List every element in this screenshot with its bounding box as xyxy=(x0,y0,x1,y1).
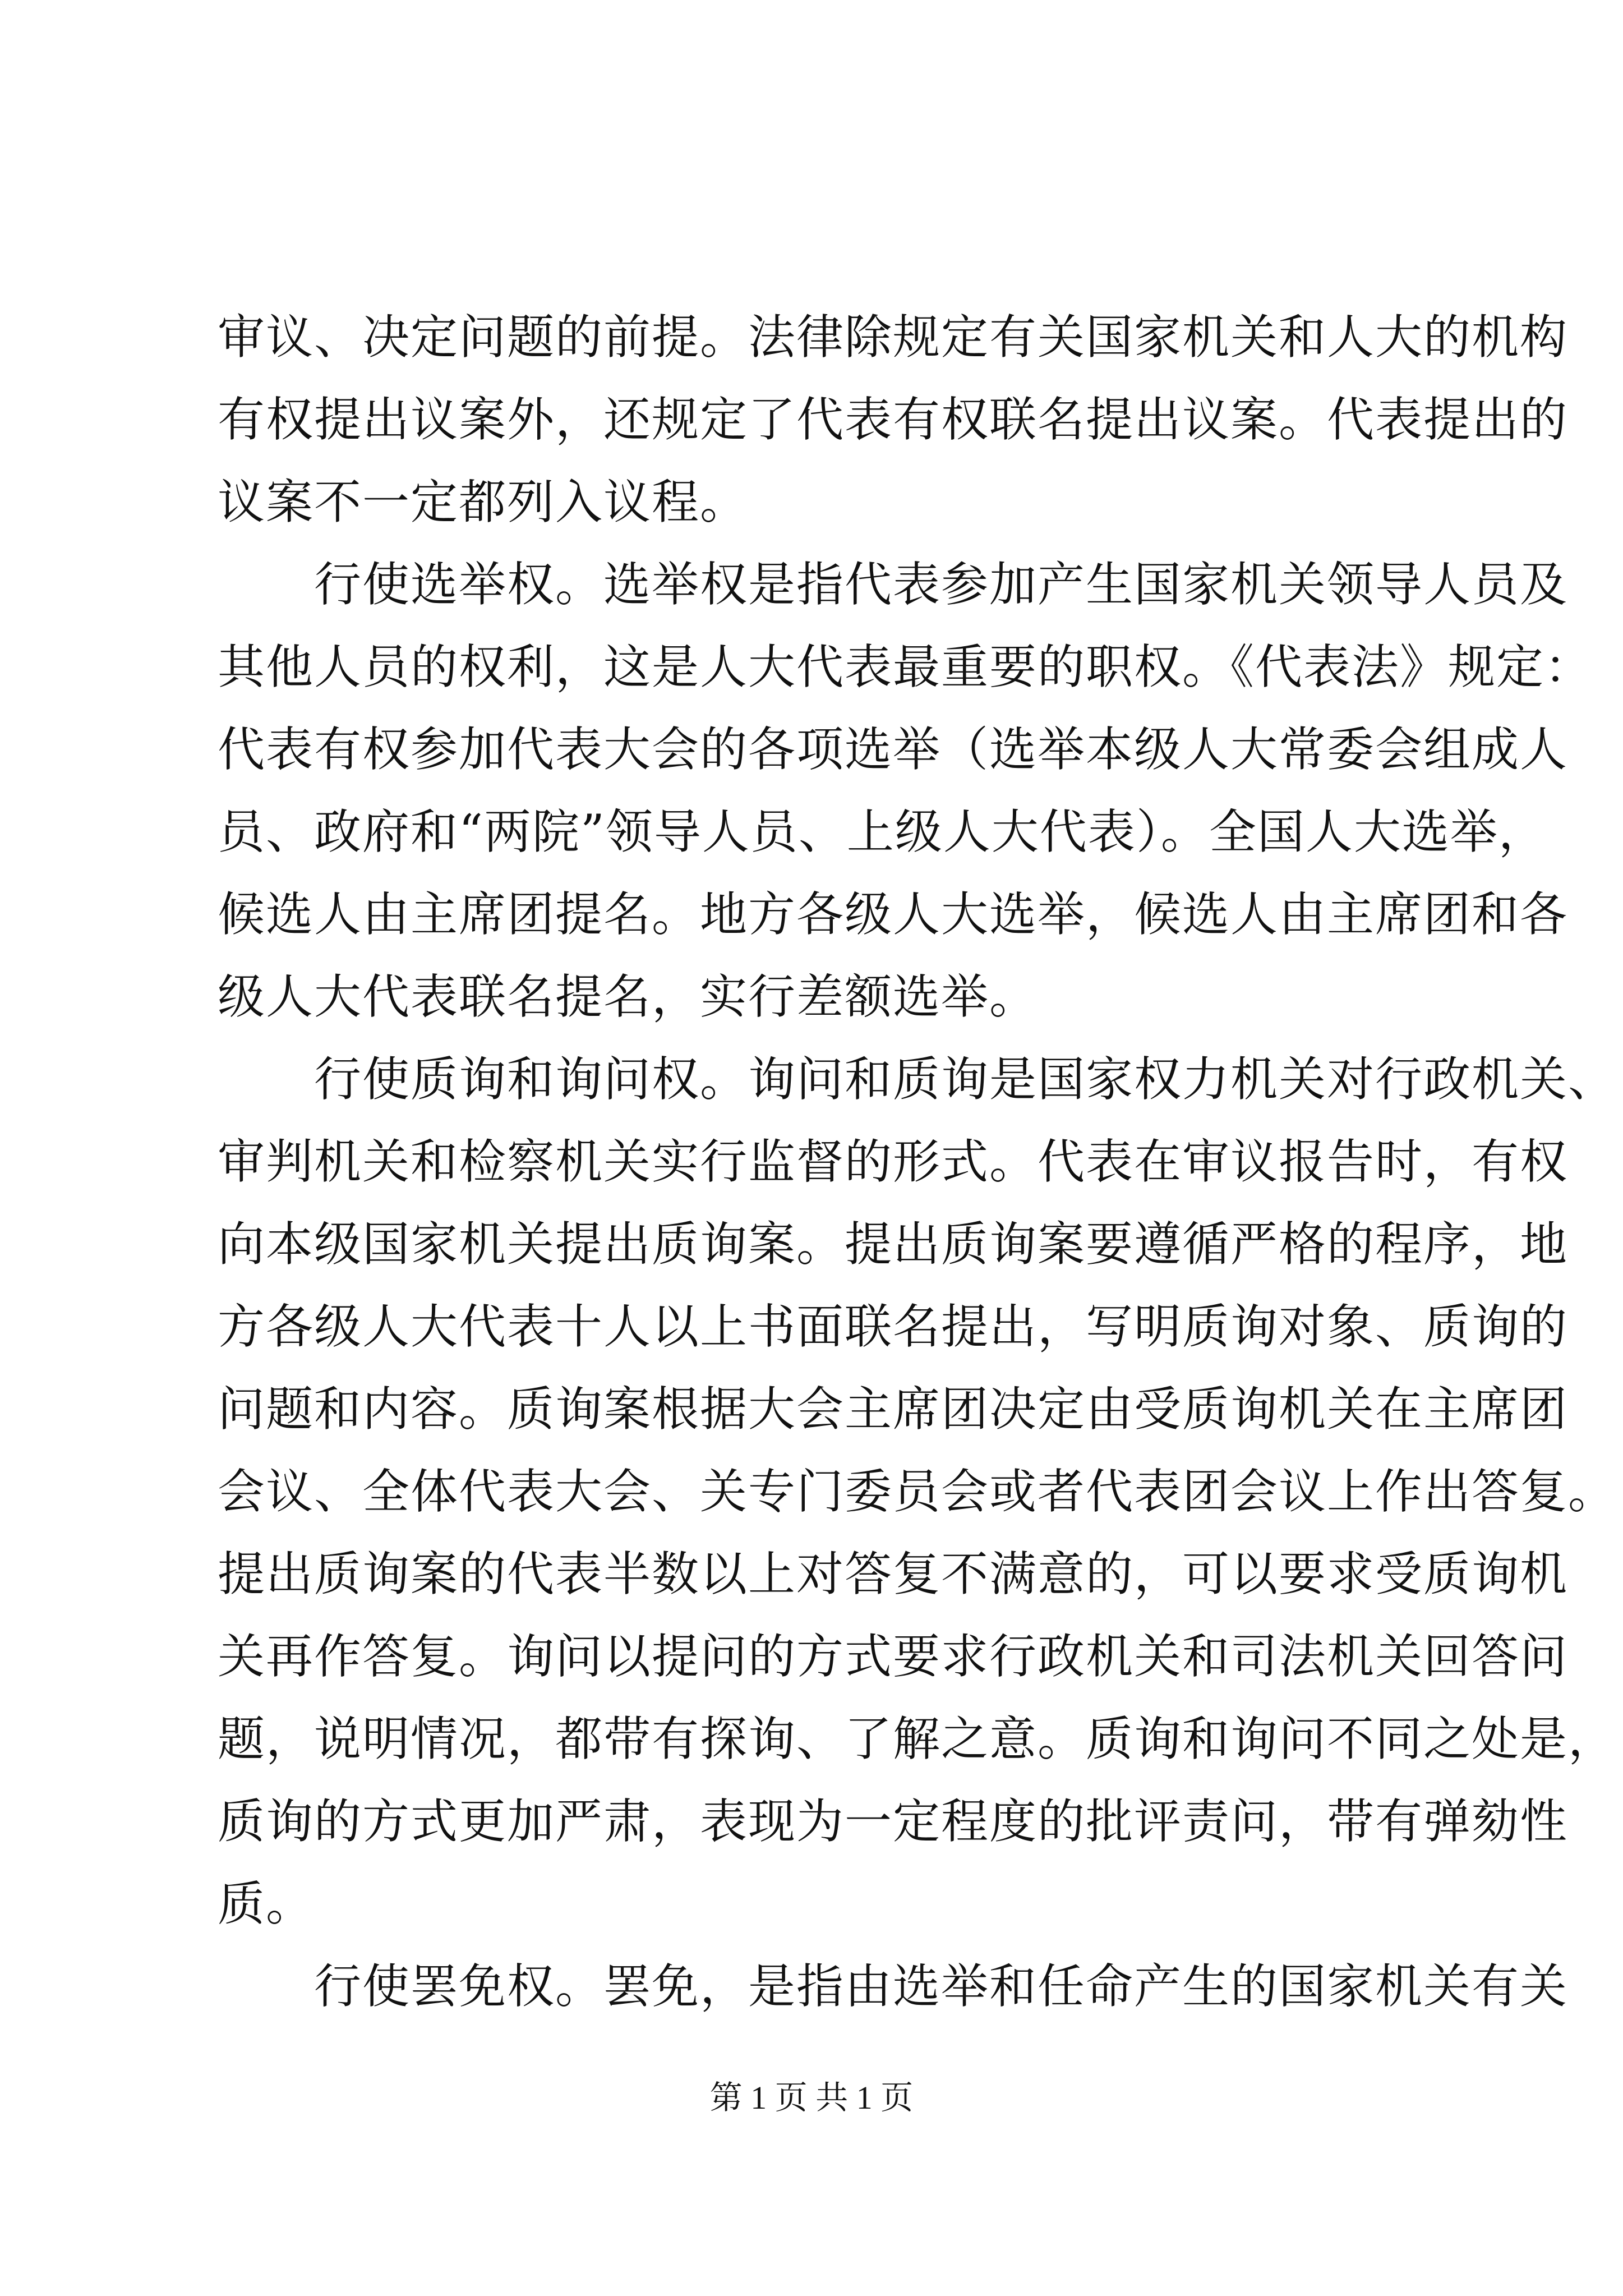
page-number-label: 第 1 页 共 1 页 xyxy=(709,2079,914,2116)
text-line: 行使选举权。选举权是指代表参加产生国家机关领导人员及 xyxy=(218,557,1569,612)
text-line: 提出质询案的代表半数以上对答复不满意的，可以要求受质询机 xyxy=(218,1547,1569,1602)
text-line: 行使罢免权。罢免，是指由选举和任命产生的国家机关有关 xyxy=(218,1959,1569,2014)
text-line: 审判机关和检察机关实行监督的形式。代表在审议报告时，有权 xyxy=(218,1134,1569,1189)
text-line: 其他人员的权利，这是人大代表最重要的职权。《代表法》规定： xyxy=(218,639,1593,694)
document-body xyxy=(218,296,1617,2028)
text-line: 质询的方式更加严肃，表现为一定程度的批评责问，带有弹劾性 xyxy=(218,1794,1569,1849)
text-line: 审议、决定问题的前提。法律除规定有关国家机关和人大的机构 xyxy=(218,310,1569,365)
text-line: 质。 xyxy=(218,1876,315,1931)
text-line: 行使质询和询问权。询问和质询是国家权力机关对行政机关、 xyxy=(218,1052,1617,1107)
text-line: 议案不一定都列入议程。 xyxy=(218,475,749,530)
text-line: 关再作答复。询问以提问的方式要求行政机关和司法机关回答问 xyxy=(218,1629,1569,1684)
text-line: 员、政府和“两院”领导人员、上级人大代表）。全国人大选举， xyxy=(218,804,1547,859)
text-line: 方各级人大代表十人以上书面联名提出，写明质询对象、质询的 xyxy=(218,1299,1569,1354)
text-line: 问题和内容。质询案根据大会主席团决定由受质询机关在主席团 xyxy=(218,1382,1569,1437)
text-line: 有权提出议案外，还规定了代表有权联名提出议案。代表提出的 xyxy=(218,392,1569,447)
text-line: 题，说明情况，都带有探询、了解之意。质询和询问不同之处是， xyxy=(218,1711,1617,1766)
text-line: 级人大代表联名提名，实行差额选举。 xyxy=(218,969,1038,1024)
page-footer xyxy=(0,2076,1623,2120)
text-line: 候选人由主席团提名。地方各级人大选举，候选人由主席团和各 xyxy=(218,887,1569,942)
text-line: 向本级国家机关提出质询案。提出质询案要遵循严格的程序，地 xyxy=(218,1217,1569,1272)
text-line: 代表有权参加代表大会的各项选举（选举本级人大常委会组成人 xyxy=(218,722,1569,777)
text-line: 会议、全体代表大会、关专门委员会或者代表团会议上作出答复。 xyxy=(218,1464,1617,1519)
